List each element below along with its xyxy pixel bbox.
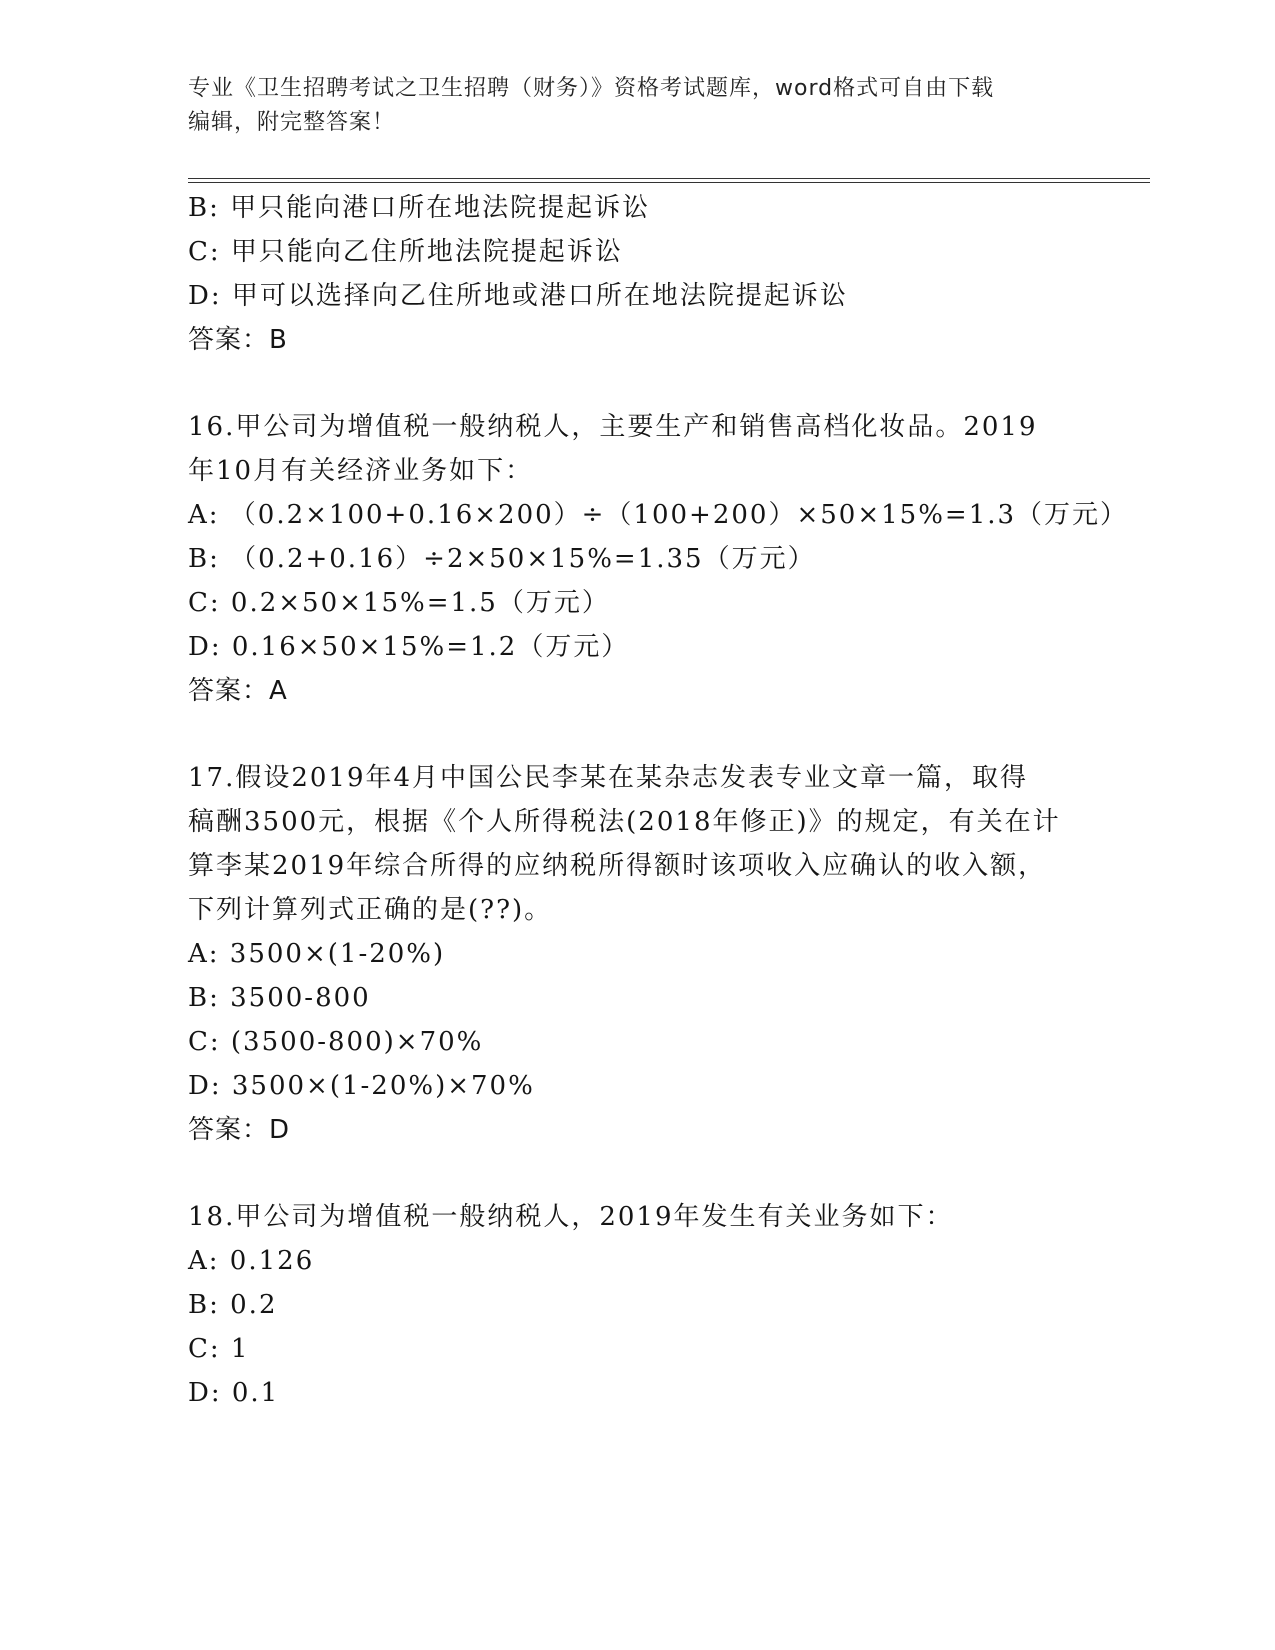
q16-answer: 答案：A — [188, 676, 288, 706]
q15-option-d: D: 甲可以选择向乙住所地或港口所在地法院提起诉讼 — [188, 281, 848, 311]
q16-option-b: B: （0.2+0.16）÷2×50×15%=1.35（万元） — [188, 544, 816, 574]
q15-option-c: C: 甲只能向乙住所地法院提起诉讼 — [188, 237, 623, 267]
q16-option-a: A: （0.2×100+0.16×200）÷（100+200）×50×15%=1.3（万元） — [188, 500, 1129, 530]
q18-option-c: C: 1 — [188, 1334, 250, 1364]
q15-answer: 答案：B — [188, 325, 288, 355]
q17-option-b: B: 3500-800 — [188, 983, 371, 1013]
q17-stem-line-3: 算李某2019年综合所得的应纳税所得额时该项收入应确认的收入额， — [188, 851, 1047, 881]
q16-stem-line-1: 16.甲公司为增值税一般纳税人，主要生产和销售高档化妆品。2019 — [188, 412, 1038, 442]
header-line-2: 编辑，附完整答案！ — [188, 110, 396, 135]
header-divider-bottom — [188, 182, 1150, 183]
header-divider-top — [188, 178, 1150, 179]
q17-answer: 答案：D — [188, 1115, 291, 1145]
q15-option-b: B: 甲只能向港口所在地法院提起诉讼 — [188, 193, 651, 223]
header-line-1: 专业《卫生招聘考试之卫生招聘（财务）》资格考试题库，word格式可自由下载 — [188, 76, 995, 101]
q17-stem-line-4: 下列计算列式正确的是(??)。 — [188, 895, 553, 925]
q18-option-a: A: 0.126 — [188, 1246, 315, 1276]
q18-stem-line-1: 18.甲公司为增值税一般纳税人，2019年发生有关业务如下： — [188, 1202, 954, 1232]
q18-option-b: B: 0.2 — [188, 1290, 278, 1320]
q16-option-c: C: 0.2×50×15%=1.5（万元） — [188, 588, 610, 618]
q17-stem-line-1: 17.假设2019年4月中国公民李某在某杂志发表专业文章一篇，取得 — [188, 763, 1029, 793]
q17-option-d: D: 3500×(1-20%)×70% — [188, 1071, 535, 1101]
q17-option-a: A: 3500×(1-20%) — [188, 939, 446, 969]
q16-stem-line-2: 年10月有关经济业务如下： — [188, 456, 534, 486]
q17-option-c: C: (3500-800)×70% — [188, 1027, 484, 1057]
q16-option-d: D: 0.16×50×15%=1.2（万元） — [188, 632, 630, 662]
q17-stem-line-2: 稿酬3500元，根据《个人所得税法(2018年修正)》的规定，有关在计 — [188, 807, 1061, 837]
q18-option-d: D: 0.1 — [188, 1378, 280, 1408]
document-header — [188, 72, 1088, 140]
